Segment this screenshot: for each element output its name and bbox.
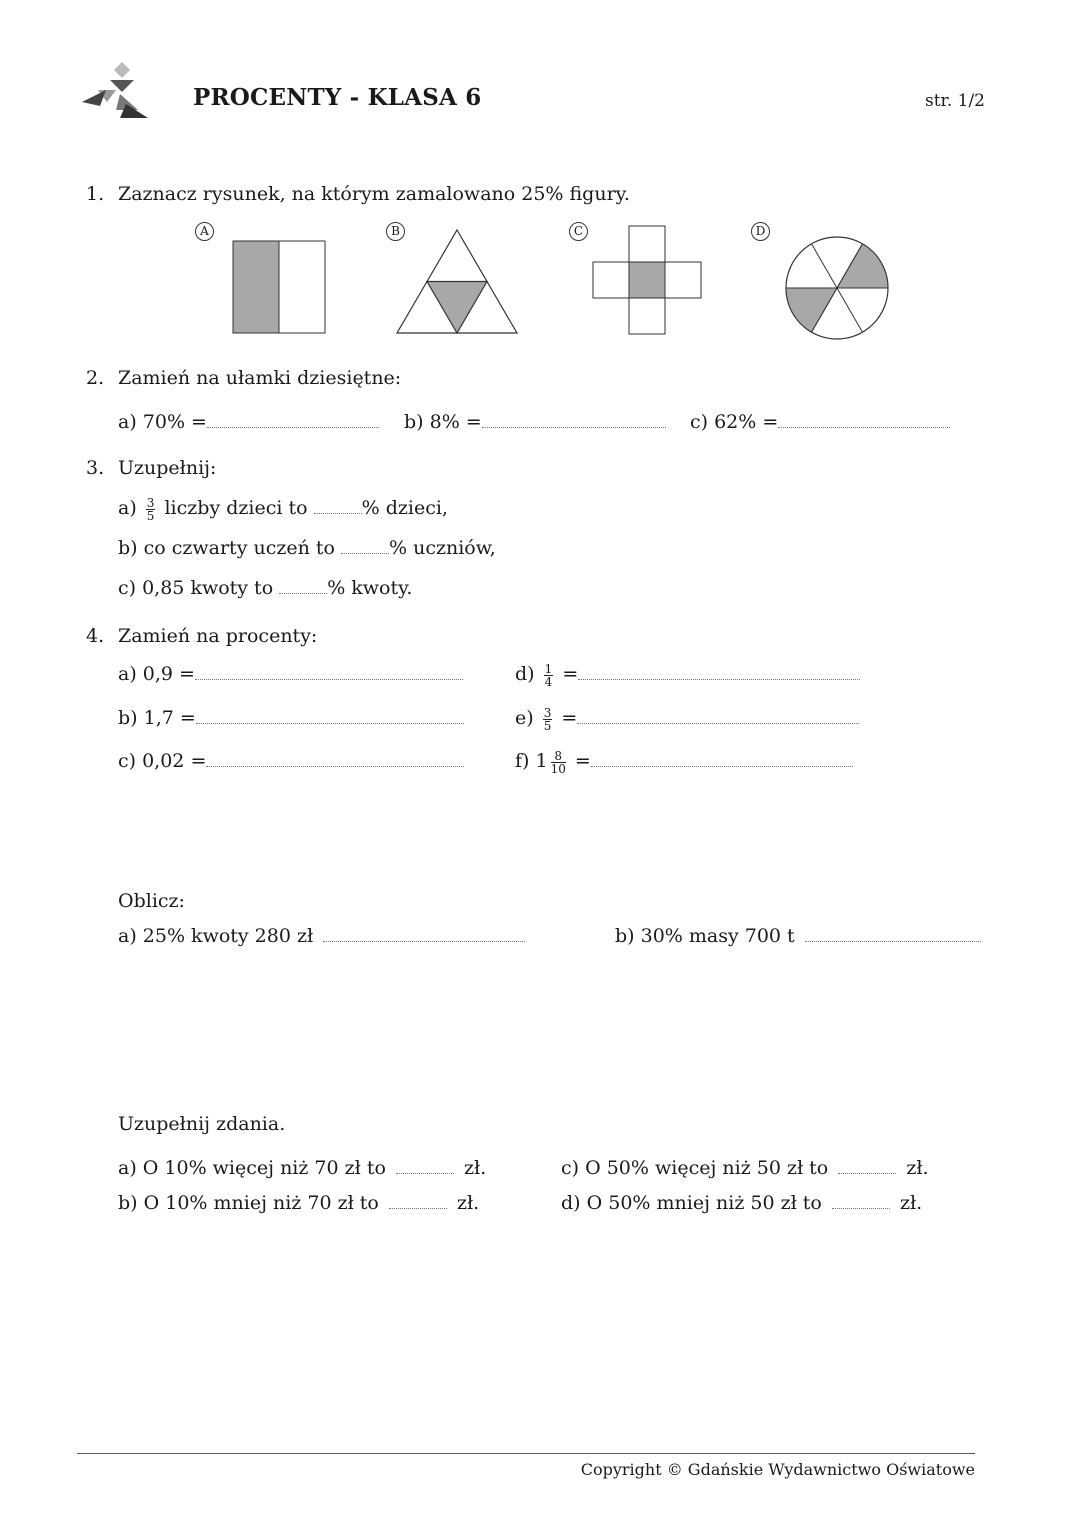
- fraction: $\frac{3}{5}$: [543, 705, 552, 733]
- figure-c-cross[interactable]: [592, 225, 704, 335]
- q6-item-c: c) O 50% więcej niż 50 zł to zł.: [561, 1157, 929, 1179]
- option-b-label[interactable]: B: [386, 222, 405, 241]
- fraction: $\frac{1}{4}$: [544, 661, 553, 689]
- q4-item-c: c) 0,02 =: [118, 749, 464, 773]
- answer-field[interactable]: [838, 1159, 896, 1174]
- q4-item-f: f) 1 $\frac{8}{10}$ =: [515, 749, 853, 775]
- figure-b-triangle[interactable]: [395, 228, 519, 336]
- question-6: Uzupełnij zdania.: [118, 1113, 286, 1135]
- q2-item-b: b) 8% =: [404, 410, 666, 434]
- answer-field[interactable]: [778, 413, 950, 428]
- q3-item-b: b) co czwarty uczeń to % uczniów,: [118, 537, 496, 559]
- q4-item-b: b) 1,7 =: [118, 706, 464, 730]
- answer-field[interactable]: [323, 927, 525, 942]
- q6-item-d: d) O 50% mniej niż 50 zł to zł.: [561, 1192, 923, 1214]
- answer-field[interactable]: [314, 499, 362, 514]
- question-1: 1. Zaznacz rysunek, na którym zamalowano 25% figury.: [86, 183, 630, 205]
- question-5: Oblicz:: [118, 890, 185, 912]
- answer-field[interactable]: [591, 752, 853, 767]
- question-2: 2. Zamień na ułamki dziesiętne:: [86, 367, 402, 389]
- answer-field[interactable]: [396, 1159, 454, 1174]
- footer-divider: [77, 1453, 975, 1454]
- copyright-notice: Copyright © Gdańskie Wydawnictwo Oświatowe: [580, 1460, 975, 1479]
- answer-field[interactable]: [577, 709, 859, 724]
- q4-item-e: e) $\frac{3}{5}$ =: [515, 706, 859, 732]
- answer-field[interactable]: [341, 539, 389, 554]
- fraction: $\frac{8}{10}$: [550, 748, 566, 776]
- worksheet-title: PROCENTY - KLASA 6: [193, 84, 482, 111]
- option-c-label[interactable]: C: [569, 222, 588, 241]
- question-4: 4. Zamień na procenty:: [86, 625, 318, 647]
- option-d-label[interactable]: D: [751, 222, 770, 241]
- answer-field[interactable]: [482, 413, 666, 428]
- q5-item-a: a) 25% kwoty 280 zł: [118, 924, 525, 948]
- answer-field[interactable]: [279, 579, 327, 594]
- q5-item-b: b) 30% masy 700 t: [615, 924, 981, 948]
- answer-field[interactable]: [196, 709, 464, 724]
- q4-item-a: a) 0,9 =: [118, 662, 463, 686]
- fraction: $\frac{3}{5}$: [146, 495, 155, 523]
- q4-item-d: d) $\frac{1}{4}$ =: [515, 662, 860, 688]
- q2-item-a: a) 70% =: [118, 410, 379, 434]
- figure-d-circle[interactable]: [783, 234, 891, 342]
- q2-item-c: c) 62% =: [690, 410, 950, 434]
- q3-item-c: c) 0,85 kwoty to % kwoty.: [118, 577, 413, 599]
- q6-item-a: a) O 10% więcej niż 70 zł to zł.: [118, 1157, 487, 1179]
- answer-field[interactable]: [805, 927, 981, 942]
- answer-field[interactable]: [207, 413, 379, 428]
- figure-a-rectangle[interactable]: [232, 240, 328, 336]
- page-number: str. 1/2: [925, 91, 985, 111]
- answer-field[interactable]: [389, 1194, 447, 1209]
- answer-field[interactable]: [832, 1194, 890, 1209]
- answer-field[interactable]: [578, 665, 860, 680]
- q3-item-a: a) $\frac{3}{5}$ liczby dzieci to % dzieci,: [118, 495, 448, 523]
- answer-field[interactable]: [206, 752, 464, 767]
- q6-item-b: b) O 10% mniej niż 70 zł to zł.: [118, 1192, 480, 1214]
- answer-field[interactable]: [195, 665, 463, 680]
- option-a-label[interactable]: A: [195, 222, 214, 241]
- publisher-logo: [80, 60, 152, 122]
- question-3: 3. Uzupełnij:: [86, 457, 217, 479]
